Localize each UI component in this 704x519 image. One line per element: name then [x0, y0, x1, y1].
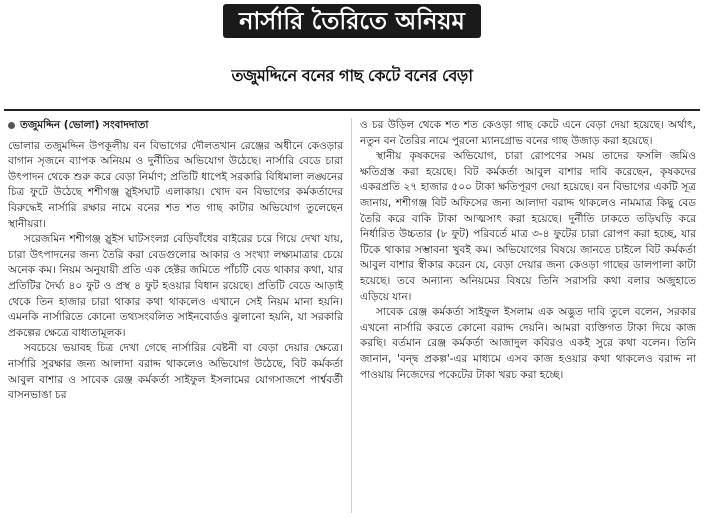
paragraph: ভোলার তজুমদ্দিন উপকূলীয় বন বিভাগের দৌলতখান রেঞ্জের অধীনে কেওড়ার বাগান সৃজনে ব্যাপক অনিয়ম ও দুর্নীতির অভিযোগ উঠেছে। নার্সারি বেডে চারা উৎপাদন থেকে শুরু করে বেড়া নির্মাণ; প্রতিটি ধাপেই সরকারি বিধিমালা লঙ্ঘনের চিত্র ফুটে উঠেছে শশীগঞ্জ স্লুইসঘাট এলাকায়। খোদ বন বিভাগের কর্মকর্তাদের বিরুদ্ধেই নার্সারি রক্ষার নামে বনের শত শত গাছ কাটার অভিযোগ তুলেছেন স্থানীয়রা। — [8, 139, 343, 230]
headline-rule — [4, 109, 700, 111]
paragraph: ও চর উড়িল থেকে শত শত কেওড়া গাছ কেটে এনে বেড়া দেয়া হয়েছে। অর্থাৎ, নতুন বন তৈরির নামে পুরনো ম্যানগ্রোভ বনের গাছ উজাড় করা হয়েছে। — [360, 119, 696, 147]
headline: তজুমদ্দিনে বনের গাছ কেটে বনের বেড়া — [231, 66, 473, 85]
byline — [8, 118, 343, 134]
kicker-label: নার্সারি তৈরিতে অনিয়ম — [223, 4, 481, 38]
paragraph: সবচেয়ে ভয়াবহ চিত্র দেখা গেছে নার্সারির বেষ্টনী বা বেড়া দেয়ার ক্ষেত্রে। নার্সারি সুরক্ষার জন্য আলাদা বরাদ্দ থাকলেও অভিযোগ উঠেছে, বিট কর্মকর্তা আবুল বাশার ও সাবেক রেঞ্জ কর্মকর্তা সাইফুল ইসলামের যোগসাজশে পার্শ্ববর্তী বাসনভাঙা চর — [8, 342, 343, 402]
article-column-right — [360, 118, 696, 383]
paragraph: সাবেক রেঞ্জ কর্মকর্তা সাইফুল ইসলাম এক অদ্ভুত দাবি তুলে বলেন, সরকার এখনো নার্সারি করতে কোনো বরাদ্দ দেয়নি। আমরা ব্যক্তিগত টাকা দিয়ে কাজ করছি। বর্তমান রেঞ্জ কর্মকর্তা আজাদুল কবিরও একই সুরে কথা বলেন। তিনি জানান, 'বন্দ্ব প্রকল্প'-এর মাধ্যমে এসব কাজ হওয়ার কথা থাকলেও বরাদ্দ না পাওয়ায় নিজেদের পকেটের টাকা খরচ করা হচ্ছে। — [360, 306, 696, 381]
paragraph: স্থানীয় কৃষকদের অভিযোগ, চারা রোপণের সময় তাদের ফসলি জমিও ক্ষতিগ্রস্ত করা হয়েছে। বিট কর্মকর্তা আবুল বাশার দাবি করেছেন, কৃষকদের একরপ্রতি ২৭ হাজার ৫০০ টাকা ক্ষতিপূরণ দেয়া হয়েছে। বন বিভাগের একটি সূত্র জানায়, শশীগঞ্জ বিট অফিসের জন্য আলাদা বরাদ্দ থাকলেও নামমাত্র কিছু বেড তৈরি করে বাকি টাকা আত্মসাৎ করা হয়েছে। দুর্নীতি ঢাকতে তড়িঘড়ি করে নির্ধারিত উচ্চতার (৮ ফুট) পরিবর্তে মাত্র ৩-৪ ফুটের চারা রোপণ করা হচ্ছে, যার টিকে থাকার সম্ভাবনা খুবই কম। অভিযোগের বিষয়ে জানতে চাইলে বিট কর্মকর্তা আবুল বাশার স্বীকার করেন যে, বেড়া দেয়ার জন্য কেওড়া গাছের ডালপালা কাটা হয়েছে। তবে অন্যান্য অনিয়মের বিষয়ে তিনি সরাসরি কথা বলার অজুহাতে এড়িয়ে যান। — [360, 150, 696, 303]
byline-text: তজুমদ্দিন (ভোলা) সংবাদদাতা — [20, 119, 149, 131]
article-column-left — [8, 118, 343, 404]
kicker-bar — [0, 4, 704, 38]
column-divider — [351, 118, 352, 513]
paragraph: সরেজমিন শশীগঞ্জ স্লুইস ঘাটসংলগ্ন বেড়িবাঁধের বাইরের চরে গিয়ে দেখা যায়, চারা উৎপাদনের জন্য তৈরি করা বেডগুলোর আকার ও সংখ্যা লক্ষ্যমাত্রার চেয়ে অনেক কম। নিয়ম অনুযায়ী প্রতি এক হেক্টর জমিতে পাঁচটি বেড থাকার কথা, যার প্রতিটির দৈর্ঘ্য ৪০ ফুট ও প্রস্থ ৪ ফুট হওয়ার বিধান রয়েছে। প্রতিটি বেডে আড়াই থেকে তিন হাজার চারা থাকার কথা থাকলেও এখানে সেই নিয়ম মানা হয়নি। এমনকি নার্সারিতে কোনো তথ্যসংবলিত সাইনবোর্ডও ঝুলানো হয়নি, যা সরকারি প্রকল্পের ক্ষেত্রে বাধ্যতামূলক। — [8, 233, 343, 339]
bullet-icon — [8, 122, 15, 129]
